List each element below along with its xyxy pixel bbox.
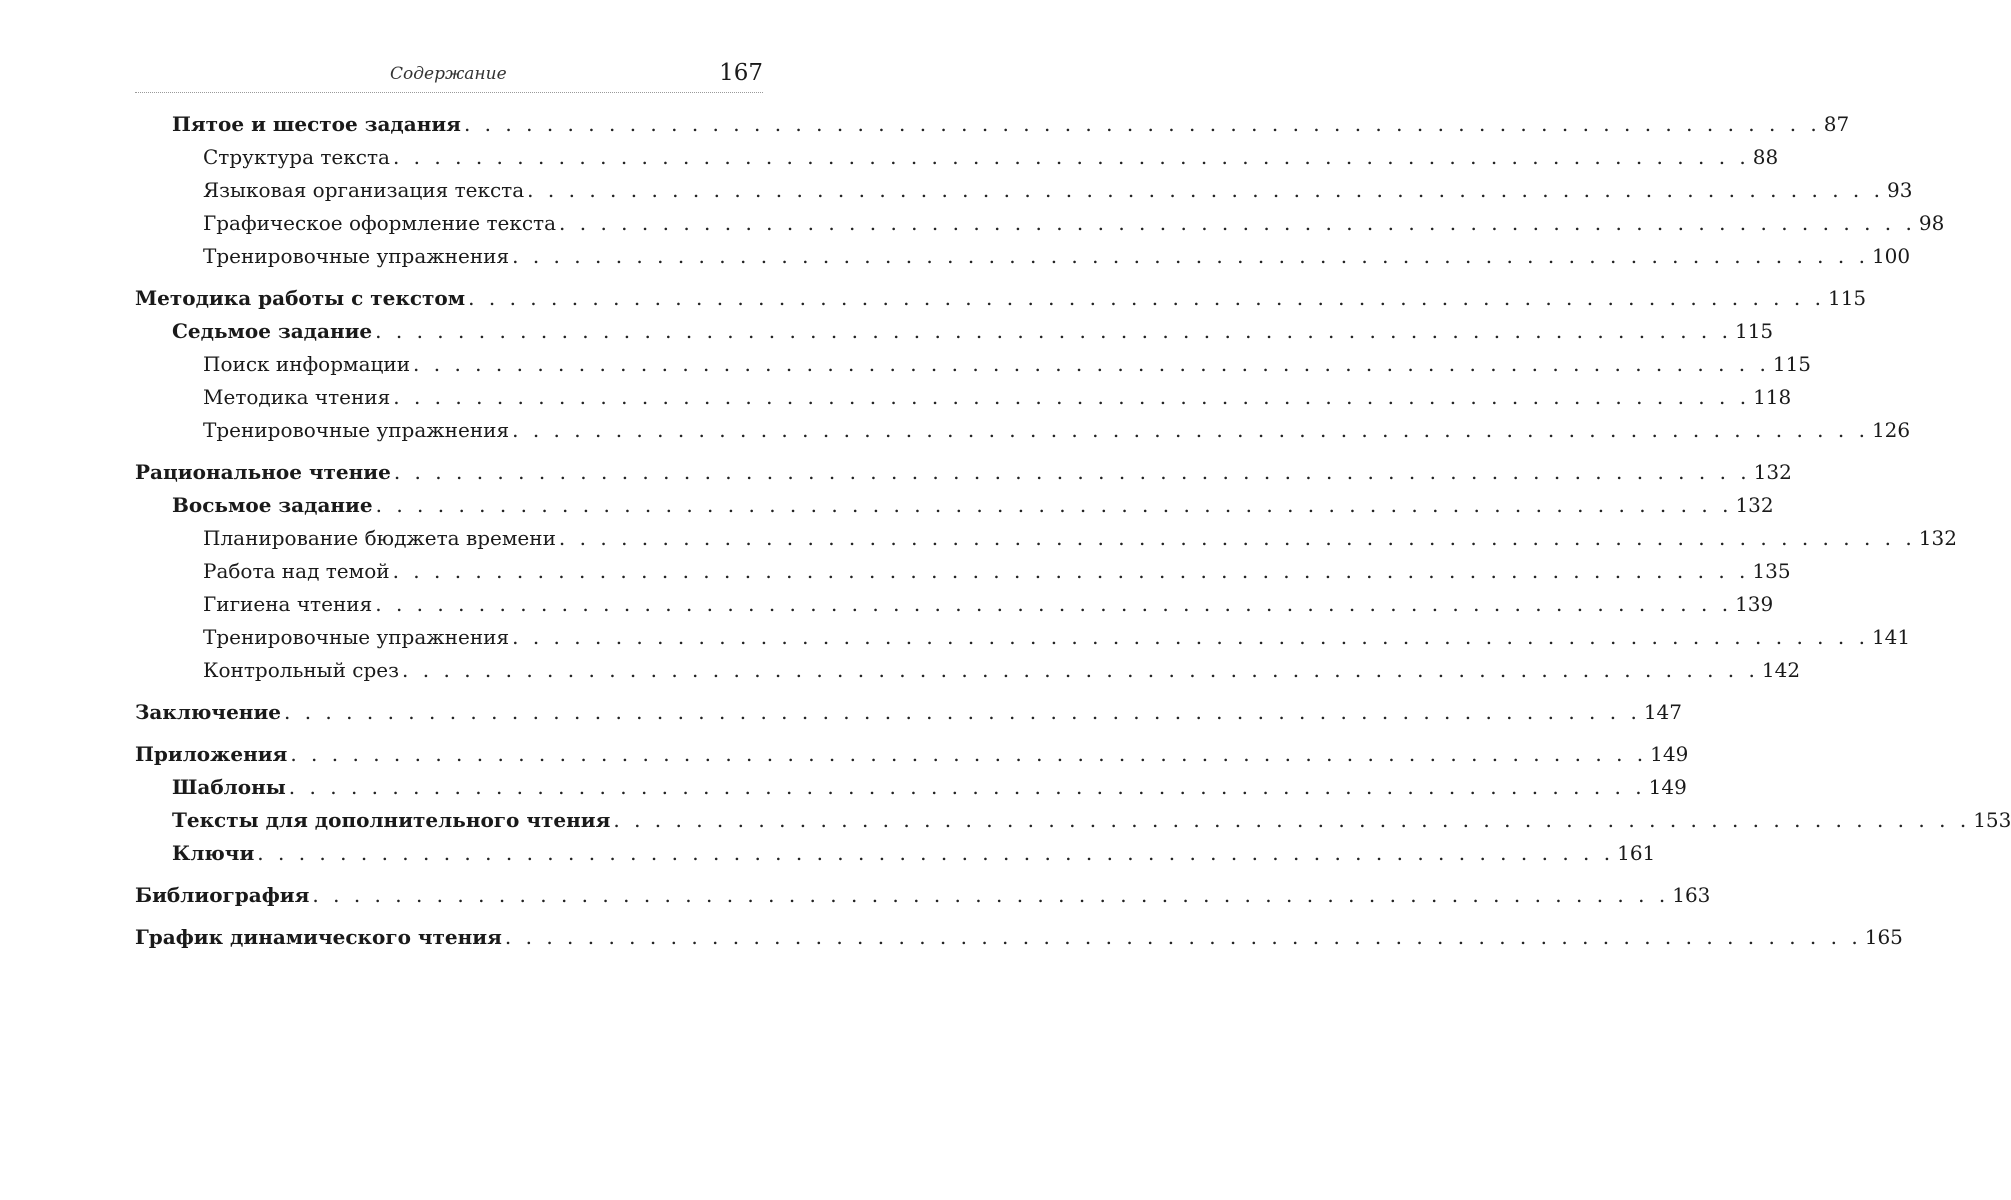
toc-entry-title: Методика чтения — [203, 385, 391, 409]
toc-entry-page: 135 — [1752, 559, 1791, 583]
toc-entry-title: Тренировочные упражнения — [203, 418, 510, 442]
toc-entry[interactable] — [135, 381, 1792, 414]
toc-entry-page: 98 — [1918, 211, 1945, 235]
dot-leader: . . . . . . . . . . . . . . . . . . . . . . . . . . . . . . . . . . . . . . . . . . . . . . . . . . . . . . . . . . . . . . . . . . — [375, 493, 1733, 517]
section-title: Содержание — [390, 64, 507, 84]
toc-entry-title: Шаблоны — [172, 775, 286, 799]
toc-entry-title: Гигиена чтения — [203, 592, 373, 616]
dot-leader: . . . . . . . . . . . . . . . . . . . . . . . . . . . . . . . . . . . . . . . . . . . . . . . . . . . . . . . . . . . . . . . . . . — [393, 460, 1751, 484]
toc-entry[interactable] — [135, 804, 2011, 837]
toc-entry[interactable] — [135, 141, 1779, 174]
toc-entry-title: Планирование бюджета времени — [203, 526, 556, 550]
toc-entry-page: 115 — [1734, 319, 1774, 343]
toc-entry[interactable] — [135, 654, 1801, 687]
toc-entry-title: Графическое оформление текста — [203, 211, 557, 235]
toc-entry[interactable] — [135, 588, 1774, 621]
toc-entry-page: 115 — [1772, 352, 1812, 376]
toc-entry[interactable] — [135, 621, 1911, 654]
toc-entry[interactable] — [135, 282, 1867, 315]
dot-leader: . . . . . . . . . . . . . . . . . . . . . . . . . . . . . . . . . . . . . . . . . . . . . . . . . . . . . . . . . . . . . . . . . . — [613, 808, 1971, 832]
toc-entry-title: Структура текста — [203, 145, 390, 169]
toc-entry[interactable] — [135, 414, 1911, 447]
toc-entry-page: 132 — [1918, 526, 1957, 550]
toc-entry[interactable] — [135, 315, 1774, 348]
page-number: 167 — [719, 60, 763, 86]
toc-entry-title: Седьмое задание — [172, 319, 373, 343]
toc-entry-page: 87 — [1823, 112, 1850, 136]
section-gap — [135, 870, 748, 879]
toc-entry-title: Работа над темой — [203, 559, 390, 583]
dot-leader: . . . . . . . . . . . . . . . . . . . . . . . . . . . . . . . . . . . . . . . . . . . . . . . . . . . . . . . . . . . . . . . . . . — [375, 592, 1733, 616]
toc-entry-title: Восьмое задание — [172, 493, 373, 517]
toc-entry-page: 147 — [1643, 700, 1683, 724]
dot-leader: . . . . . . . . . . . . . . . . . . . . . . . . . . . . . . . . . . . . . . . . . . . . . . . . . . . . . . . . . . . . . . . . . . — [504, 925, 1862, 949]
toc-entry-page: 149 — [1650, 742, 1689, 766]
section-gap — [135, 687, 748, 696]
toc-entry-title: Тренировочные упражнения — [203, 244, 510, 268]
toc-entry-page: 132 — [1753, 460, 1792, 484]
toc-entry-page: 165 — [1864, 925, 1903, 949]
toc-entry-title: Методика работы с текстом — [135, 286, 466, 310]
toc-entry-page: 132 — [1735, 493, 1774, 517]
toc-entry[interactable] — [135, 696, 1683, 729]
toc-entry[interactable] — [135, 738, 1689, 771]
toc-entry-page: 115 — [1827, 286, 1867, 310]
toc-entry-page: 161 — [1617, 841, 1656, 865]
dot-leader: . . . . . . . . . . . . . . . . . . . . . . . . . . . . . . . . . . . . . . . . . . . . . . . . . . . . . . . . . . . . . . . . . . — [468, 286, 1825, 310]
toc-entry-title: Поиск информации — [203, 352, 411, 376]
dot-leader: . . . . . . . . . . . . . . . . . . . . . . . . . . . . . . . . . . . . . . . . . . . . . . . . . . . . . . . . . . . . . . . . . . — [512, 418, 1869, 442]
toc-entry[interactable] — [135, 879, 1711, 912]
toc-entry-title: Рациональное чтение — [135, 460, 391, 484]
toc-entry-page: 93 — [1887, 178, 1913, 202]
dot-leader: . . . . . . . . . . . . . . . . . . . . . . . . . . . . . . . . . . . . . . . . . . . . . . . . . . . . . . . . . . . . . . . . . . — [413, 352, 1770, 376]
toc-entry[interactable] — [135, 174, 1913, 207]
toc-entry[interactable] — [135, 456, 1792, 489]
dot-leader: . . . . . . . . . . . . . . . . . . . . . . . . . . . . . . . . . . . . . . . . . . . . . . . . . . . . . . . . . . . . . . . . . . — [288, 775, 1646, 799]
toc-entry-title: Контрольный срез — [203, 658, 400, 682]
running-head — [135, 62, 763, 93]
toc-entry[interactable] — [135, 240, 1911, 273]
toc-entry[interactable] — [135, 489, 1774, 522]
toc-entry-page: 139 — [1735, 592, 1774, 616]
toc-entry-title: Приложения — [135, 742, 288, 766]
dot-leader: . . . . . . . . . . . . . . . . . . . . . . . . . . . . . . . . . . . . . . . . . . . . . . . . . . . . . . . . . . . . . . . . . . — [559, 211, 1916, 235]
dot-leader: . . . . . . . . . . . . . . . . . . . . . . . . . . . . . . . . . . . . . . . . . . . . . . . . . . . . . . . . . . . . . . . . . . — [527, 178, 1884, 202]
toc-entry-title: Пятое и шестое задания — [172, 112, 461, 136]
toc-entry-page: 100 — [1871, 244, 1911, 268]
dot-leader: . . . . . . . . . . . . . . . . . . . . . . . . . . . . . . . . . . . . . . . . . . . . . . . . . . . . . . . . . . . . . . . . . . — [392, 145, 1750, 169]
dot-leader: . . . . . . . . . . . . . . . . . . . . . . . . . . . . . . . . . . . . . . . . . . . . . . . . . . . . . . . . . . . . . . . . . . — [290, 742, 1648, 766]
toc-entry-title: Ключи — [172, 841, 255, 865]
toc-entry[interactable] — [135, 771, 1687, 804]
section-gap — [135, 912, 748, 921]
dot-leader: . . . . . . . . . . . . . . . . . . . . . . . . . . . . . . . . . . . . . . . . . . . . . . . . . . . . . . . . . . . . . . . . . . — [284, 700, 1641, 724]
toc-entry[interactable] — [135, 207, 1945, 240]
toc-entry-title: Заключение — [135, 700, 281, 724]
dot-leader: . . . . . . . . . . . . . . . . . . . . . . . . . . . . . . . . . . . . . . . . . . . . . . . . . . . . . . . . . . . . . . . . . . — [392, 559, 1750, 583]
dot-leader: . . . . . . . . . . . . . . . . . . . . . . . . . . . . . . . . . . . . . . . . . . . . . . . . . . . . . . . . . . . . . . . . . . — [312, 883, 1670, 907]
toc-entry-page: 163 — [1672, 883, 1711, 907]
toc-entry[interactable] — [135, 522, 1957, 555]
toc-entry-page: 88 — [1752, 145, 1779, 169]
toc-entry-page: 126 — [1871, 418, 1911, 442]
section-gap — [135, 447, 748, 456]
toc-entry-page: 142 — [1761, 658, 1801, 682]
toc-entry-page: 141 — [1871, 625, 1911, 649]
dot-leader: . . . . . . . . . . . . . . . . . . . . . . . . . . . . . . . . . . . . . . . . . . . . . . . . . . . . . . . . . . . . . . . . . . — [463, 112, 1821, 136]
dot-leader: . . . . . . . . . . . . . . . . . . . . . . . . . . . . . . . . . . . . . . . . . . . . . . . . . . . . . . . . . . . . . . . . . . — [257, 841, 1615, 865]
dot-leader: . . . . . . . . . . . . . . . . . . . . . . . . . . . . . . . . . . . . . . . . . . . . . . . . . . . . . . . . . . . . . . . . . . — [402, 658, 1759, 682]
toc-entry-title: Тренировочные упражнения — [203, 625, 510, 649]
toc-entry-title: График динамического чтения — [135, 925, 502, 949]
table-of-contents — [135, 108, 2011, 954]
dot-leader: . . . . . . . . . . . . . . . . . . . . . . . . . . . . . . . . . . . . . . . . . . . . . . . . . . . . . . . . . . . . . . . . . . — [512, 244, 1869, 268]
section-gap — [135, 273, 748, 282]
toc-entry[interactable] — [135, 348, 1812, 381]
toc-entry-title: Языковая организация текста — [203, 178, 525, 202]
toc-entry-title: Библиография — [135, 883, 310, 907]
toc-entry-page: 153 — [1973, 808, 2011, 832]
toc-entry[interactable] — [135, 921, 1903, 954]
section-gap — [135, 729, 748, 738]
toc-entry[interactable] — [135, 837, 1656, 870]
toc-entry-page: 149 — [1648, 775, 1687, 799]
toc-entry-page: 118 — [1753, 385, 1792, 409]
toc-entry-title: Тексты для дополнительного чтения — [172, 808, 611, 832]
dot-leader: . . . . . . . . . . . . . . . . . . . . . . . . . . . . . . . . . . . . . . . . . . . . . . . . . . . . . . . . . . . . . . . . . . — [558, 526, 1916, 550]
toc-entry[interactable] — [135, 108, 1850, 141]
dot-leader: . . . . . . . . . . . . . . . . . . . . . . . . . . . . . . . . . . . . . . . . . . . . . . . . . . . . . . . . . . . . . . . . . . — [375, 319, 1732, 343]
toc-entry[interactable] — [135, 555, 1791, 588]
dot-leader: . . . . . . . . . . . . . . . . . . . . . . . . . . . . . . . . . . . . . . . . . . . . . . . . . . . . . . . . . . . . . . . . . . — [512, 625, 1869, 649]
dot-leader: . . . . . . . . . . . . . . . . . . . . . . . . . . . . . . . . . . . . . . . . . . . . . . . . . . . . . . . . . . . . . . . . . . — [393, 385, 1751, 409]
